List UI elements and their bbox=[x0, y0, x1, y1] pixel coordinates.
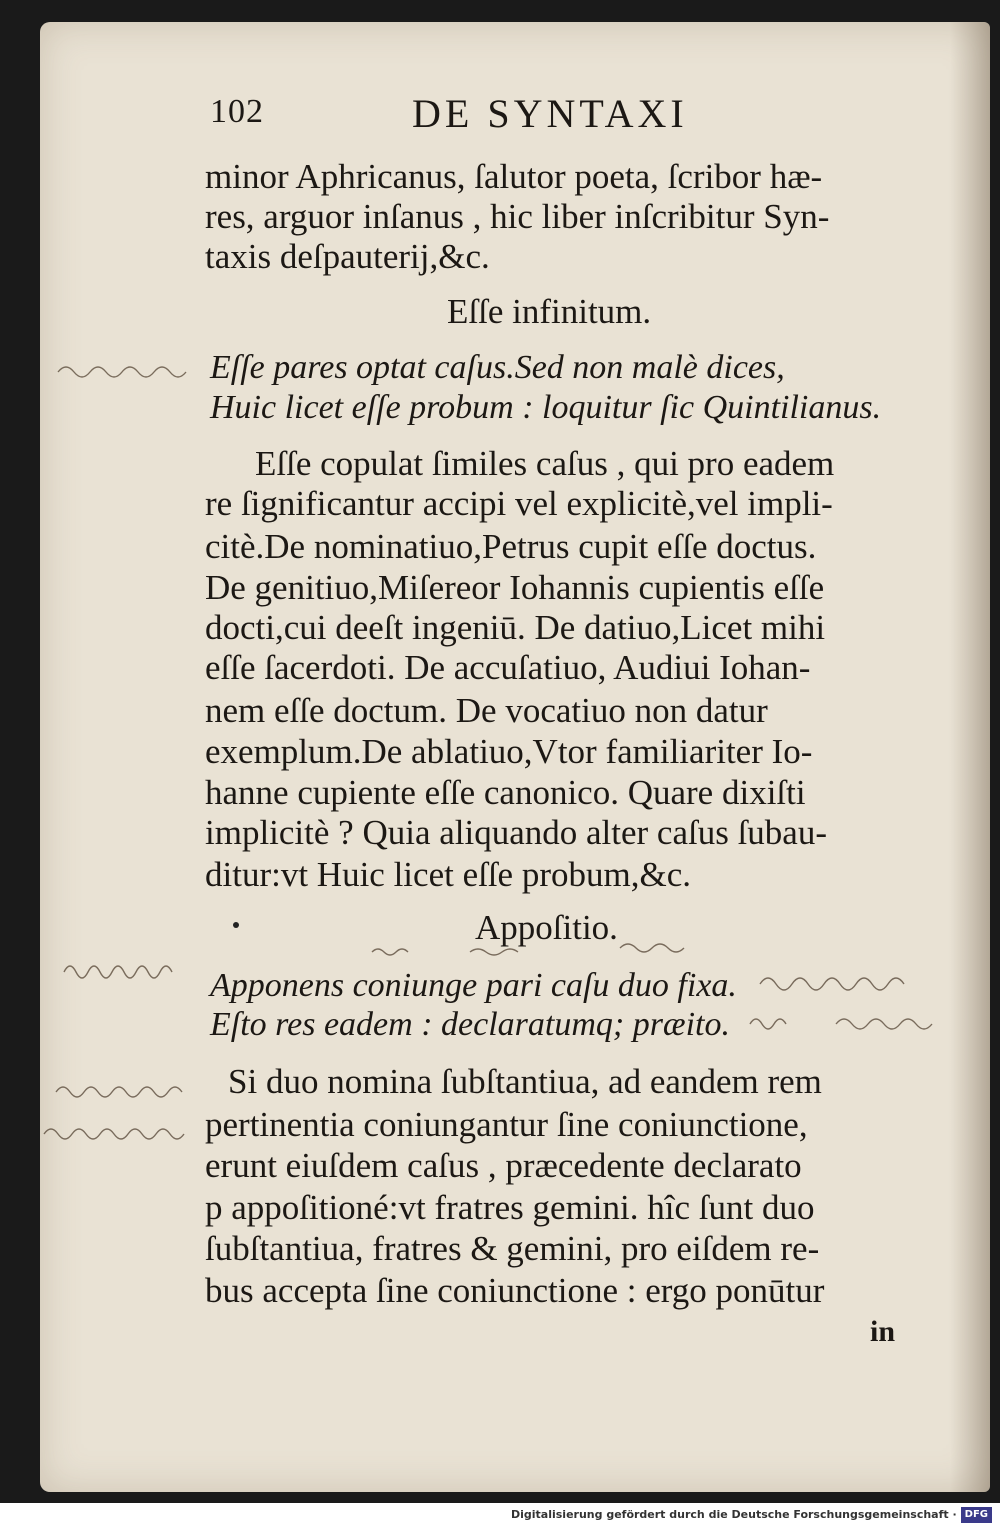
dfg-logo: DFG bbox=[961, 1507, 992, 1523]
running-title: DE SYNTAXI bbox=[412, 91, 688, 136]
text-line: Eſſe copulat ſimiles caſus , qui pro eadem bbox=[255, 444, 835, 483]
text-line: hanne cupiente eſſe canonico. Quare dixiſti bbox=[205, 773, 806, 812]
text-line: nem eſſe doctum. De vocatiuo non datur bbox=[205, 691, 768, 730]
section-heading: Eſſe infinitum. bbox=[447, 292, 652, 331]
text-line: p appoſitioné:vt fratres gemini. hîc ſunt duo bbox=[205, 1188, 815, 1227]
text-line: erunt eiuſdem caſus , præcedente declarato bbox=[205, 1146, 802, 1185]
text-line: eſſe ſacerdoti. De accuſatiuo, Audiui Iohan- bbox=[205, 648, 811, 687]
section-heading: Appoſitio. bbox=[475, 908, 618, 947]
text-line: res, arguor inſanus , hic liber inſcribitur Syn- bbox=[205, 197, 830, 236]
verse-line: Apponens coniunge pari caſu duo fixa. bbox=[210, 967, 737, 1004]
text-line: ditur:vt Huic licet eſſe probum,&c. bbox=[205, 855, 691, 894]
text-line: exemplum.De ablatiuo,Vtor familiariter Io- bbox=[205, 732, 813, 771]
text-line: bus accepta ſine coniunctione : ergo ponūtur bbox=[205, 1271, 825, 1310]
catchword: in bbox=[870, 1315, 896, 1348]
footer-text: Digitalisierung gefördert durch die Deutsche Forschungsgemeinschaft · bbox=[510, 1508, 957, 1521]
page-number: 102 bbox=[210, 93, 264, 130]
text-line: ſubſtantiua, fratres & gemini, pro eiſdem re- bbox=[205, 1229, 820, 1268]
text-line: re ſignificantur accipi vel explicitè,vel impli- bbox=[205, 484, 833, 523]
verse-line: Eſſe pares optat caſus.Sed non malè dices, bbox=[210, 349, 785, 386]
text-line: docti,cui deeſt ingeniū. De datiuo,Licet mihi bbox=[205, 608, 826, 647]
text-line: citè.De nominatiuo,Petrus cupit eſſe doctus. bbox=[205, 527, 817, 566]
text-line: Si duo nomina ſubſtantiua, ad eandem rem bbox=[228, 1062, 822, 1101]
verse-line: Huic licet eſſe probum : loquitur ſic Quintilianus. bbox=[210, 389, 882, 426]
text-line: implicitè ? Quia aliquando alter caſus ſubau- bbox=[205, 813, 828, 852]
text-line: De genitiuo,Miſereor Iohannis cupientis eſſe bbox=[205, 568, 825, 607]
digitization-footer bbox=[0, 1503, 1000, 1527]
text-line: pertinentia coniungantur ſine coniunctione, bbox=[205, 1105, 808, 1144]
text-line: minor Aphricanus, ſalutor poeta, ſcribor hæ- bbox=[205, 157, 823, 196]
text-line: taxis deſpauterij,&c. bbox=[205, 237, 490, 276]
verse-line: Eſto res eadem : declaratumq; præito. bbox=[210, 1006, 730, 1043]
